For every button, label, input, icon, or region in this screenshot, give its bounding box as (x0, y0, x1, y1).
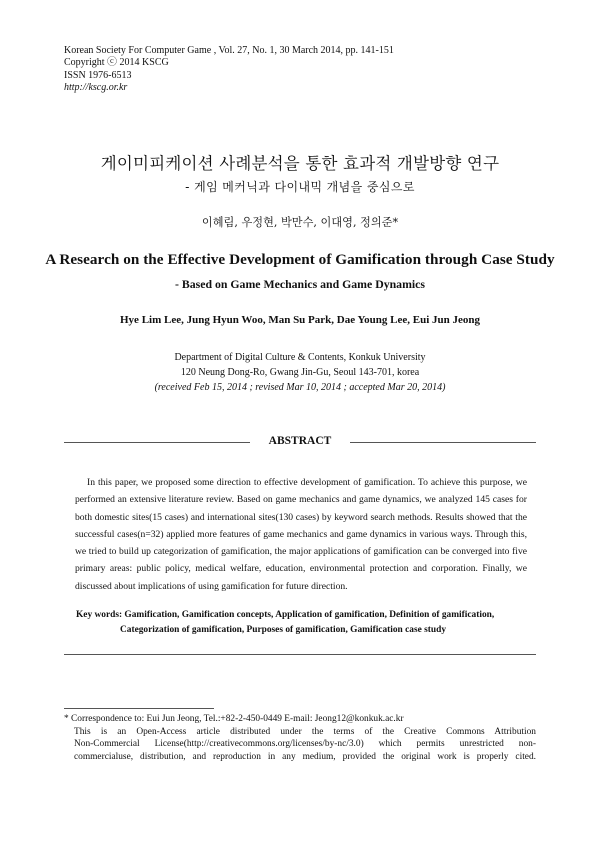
affiliation-address: 120 Neung Dong-Ro, Gwang Jin-Gu, Seoul 143-701, korea (180, 367, 420, 378)
korean-authors: 이혜림, 우정현, 박만수, 이대영, 정의준* (201, 216, 399, 229)
keywords (76, 608, 536, 639)
journal-issn: ISSN 1976-6513 (64, 69, 132, 81)
keywords-line-2: Categorization of gamification, Purposes of gamification, Gamification case study (120, 625, 447, 636)
journal-header (64, 45, 394, 95)
journal-citation: Korean Society For Computer Game , Vol. 27, No. 1, 30 March 2014, pp. 141-151 (64, 45, 394, 56)
footnote-license-line-1: This is an Open-Access article distributed under the terms of the Creative Commons Attribution (74, 726, 536, 737)
abstract-body: In this paper, we proposed some direction to effective development of gamification. To achieve this purpose, we performed an extensive literature review. Based on game mechanics and game dynamics, we analyzed 145 cases for both domestic sites(15 cases) and international sites(130 cases) by keyword search methods. Results showed that the successful cases(n=32) applied more features of game mechanics and game dynamics in various ways. Through this, we tried to build up categorization of gamification, the major applications of gamification can be converged into five primary areas: public policy, medical welfare, education, environmental protection and corporation. Finally, we discussed about implications of using gamification for future direction. (75, 477, 527, 592)
footnote-rule (64, 708, 214, 709)
footnote-license-line-3: commercialuse, distribution, and reproduction in any medium, provided the original work is properly cited. (74, 751, 536, 762)
footnote (64, 713, 536, 763)
journal-url[interactable]: http://kscg.or.kr (64, 82, 128, 94)
abstract-heading: ABSTRACT (268, 435, 332, 447)
affiliation-department: Department of Digital Culture & Contents, Konkuk University (174, 352, 426, 363)
korean-subtitle: - 게임 메커닉과 다이내믹 개념을 중심으로 (185, 180, 415, 194)
footnote-license-line-2: Non-Commercial License(http://creativecommons.org/licenses/by-nc/3.0) which permits unrestricted non- (74, 739, 536, 750)
keywords-line-1: Key words: Gamification, Gamification concepts, Application of gamification, Definition of gamification, (76, 610, 495, 620)
korean-title: 게이미피케이션 사례분석을 통한 효과적 개발방향 연구 (100, 154, 500, 173)
abstract-bottom-rule (64, 654, 536, 655)
english-subtitle: - Based on Game Mechanics and Game Dynamics (174, 277, 426, 291)
english-title: A Research on the Effective Development of Gamification through Case Study (45, 251, 555, 268)
abstract-heading-bar (64, 435, 536, 451)
affiliation (0, 350, 600, 395)
journal-copyright: Copyright ⓒ 2014 KSCG (64, 57, 169, 69)
abstract-rule-right (350, 442, 536, 443)
footnote-correspondence: * Correspondence to: Eui Jun Jeong, Tel.:+82-2-450-0449 E-mail: Jeong12@konkuk.ac.kr (64, 714, 404, 724)
submission-dates: (received Feb 15, 2014 ; revised Mar 10, 2014 ; accepted Mar 20, 2014) (154, 382, 446, 393)
english-authors: Hye Lim Lee, Jung Hyun Woo, Man Su Park, Dae Young Lee, Eui Jun Jeong (120, 314, 480, 326)
